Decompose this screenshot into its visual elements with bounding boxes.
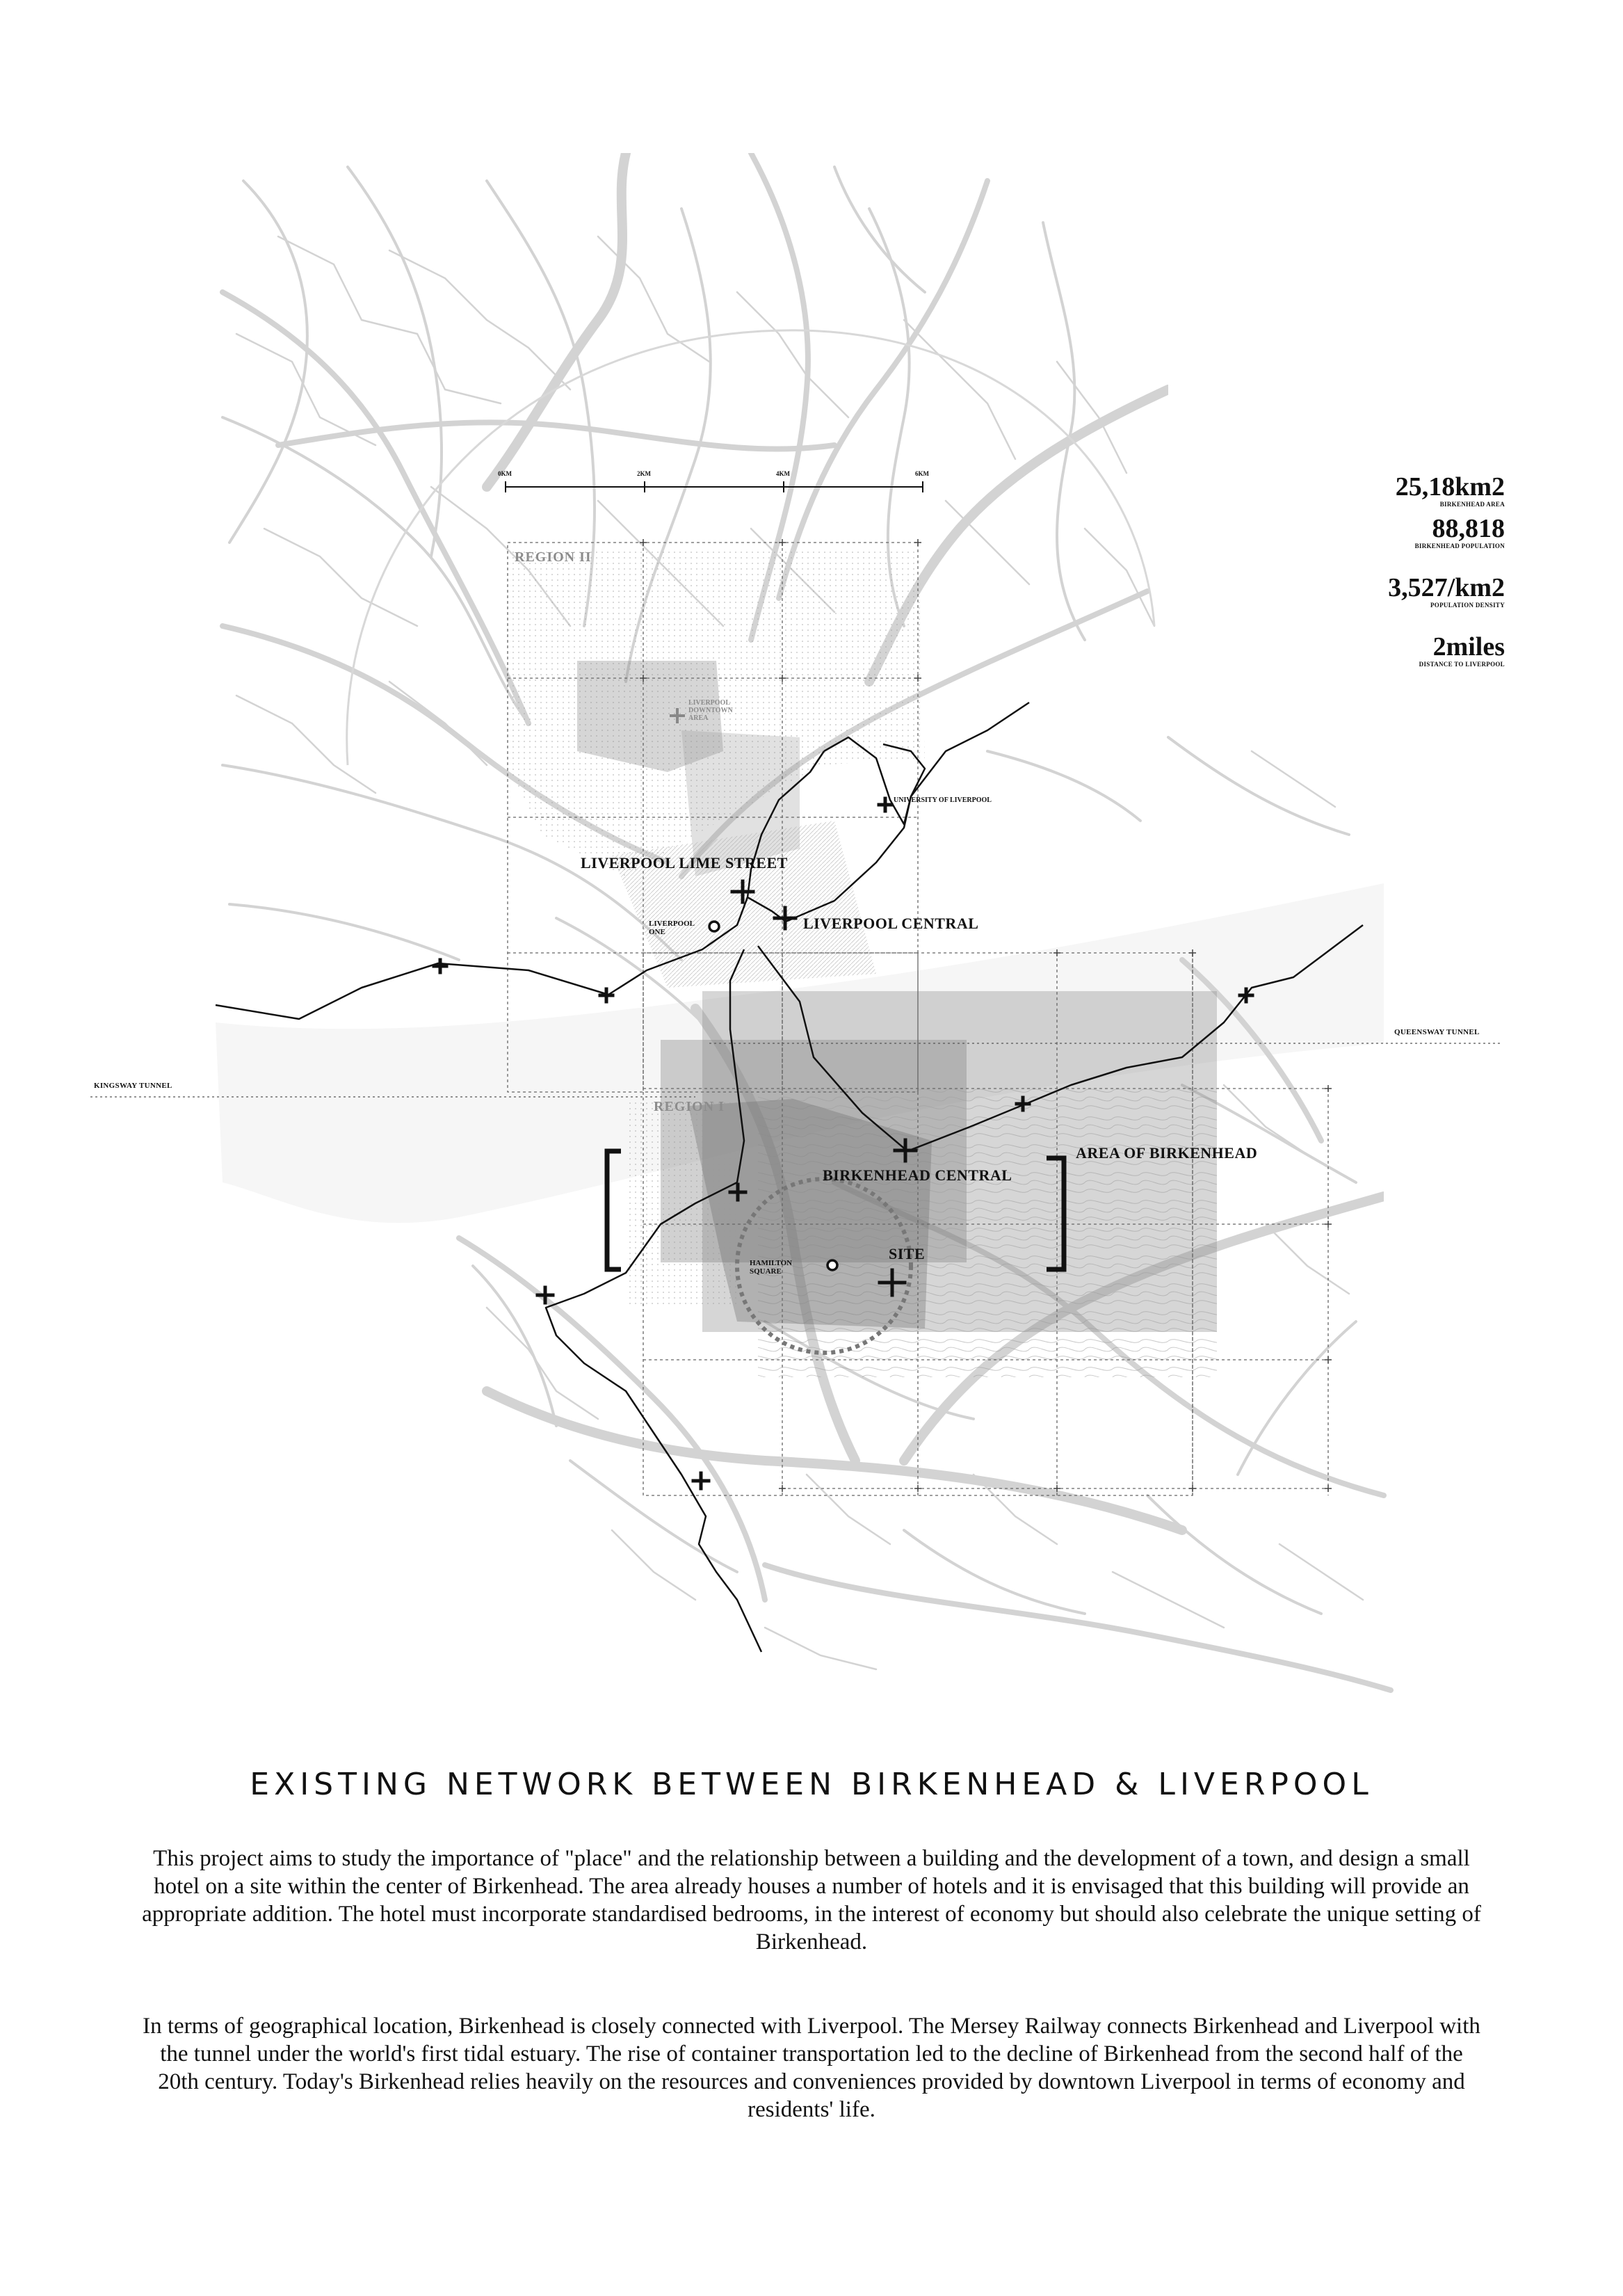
region-1-label: REGION I	[654, 1099, 725, 1114]
stat-value: 25,18km2	[1395, 472, 1505, 501]
scale-label: 6KM	[915, 470, 929, 477]
circle-marker-icon	[827, 1260, 837, 1270]
stat-value: 88,818	[1432, 514, 1505, 543]
stat-value: 3,527/km2	[1388, 573, 1505, 602]
liverpool-central-label: LIVERPOOL CENTRAL	[803, 915, 979, 932]
scale-label: 2KM	[637, 470, 651, 477]
lime-street-label: LIVERPOOL LIME STREET	[581, 854, 788, 872]
stat-area	[1396, 473, 1505, 508]
stat-caption: BIRKENHEAD AREA	[1439, 501, 1505, 508]
scale-label: 0KM	[498, 470, 512, 477]
description-paragraph: In terms of geographical location, Birkenhead is closely connected with Liverpool. The Mersey Railway connects Birkenhead and Liverpool with the tunnel under the world's first tidal estuary. The rise of container transportation led to the decline of Birkenhead from the second half of the 20th century. Today's Birkenhead relies heavily on the resources and conveniences provided by downtown Liverpool in terms of economy and residents' life.	[143, 2014, 1480, 2122]
stat-density	[1388, 574, 1505, 609]
stat-distance	[1407, 633, 1505, 668]
area-of-birkenhead-label: AREA OF BIRKENHEAD	[1076, 1144, 1258, 1162]
region-2-label: REGION II	[515, 549, 592, 565]
kingsway-tunnel-label: KINGSWAY TUNNEL	[94, 1082, 172, 1090]
stat-population	[1407, 515, 1505, 550]
circle-marker-icon	[709, 922, 719, 931]
queensway-tunnel-label: QUEENSWAY TUNNEL	[1394, 1028, 1480, 1036]
description-paragraph: This project aims to study the importance of "place" and the relationship between a building and the development of a town, and design a small hotel on a site within the center of Birkenhead. The area already houses a number of hotels and it is envisaged that this building will provide an appropriate addition. The hotel must incorporate standardised bedrooms, in the interest of economy but should also celebrate the unique setting of Birkenhead.	[142, 1846, 1481, 1954]
stat-value: 2miles	[1432, 632, 1505, 661]
liverpool-downtown-label: LIVERPOOL DOWNTOWN AREA	[688, 699, 733, 722]
university-label: UNIVERSITY OF LIVERPOOL	[894, 796, 992, 804]
scale-label: 4KM	[776, 470, 790, 477]
stat-caption: POPULATION DENSITY	[1430, 602, 1505, 609]
site-label: SITE	[889, 1245, 926, 1262]
hamilton-square-label: HAMILTON SQUARE	[750, 1259, 793, 1276]
poster-title: EXISTING NETWORK BETWEEN BIRKENHEAD & LIVERPOOL	[250, 1767, 1373, 1802]
stat-caption: BIRKENHEAD POPULATION	[1414, 543, 1505, 549]
stat-caption: DISTANCE TO LIVERPOOL	[1419, 661, 1505, 668]
liverpool-one-label: LIVERPOOL ONE	[649, 920, 695, 936]
birkenhead-central-label: BIRKENHEAD CENTRAL	[823, 1166, 1012, 1184]
